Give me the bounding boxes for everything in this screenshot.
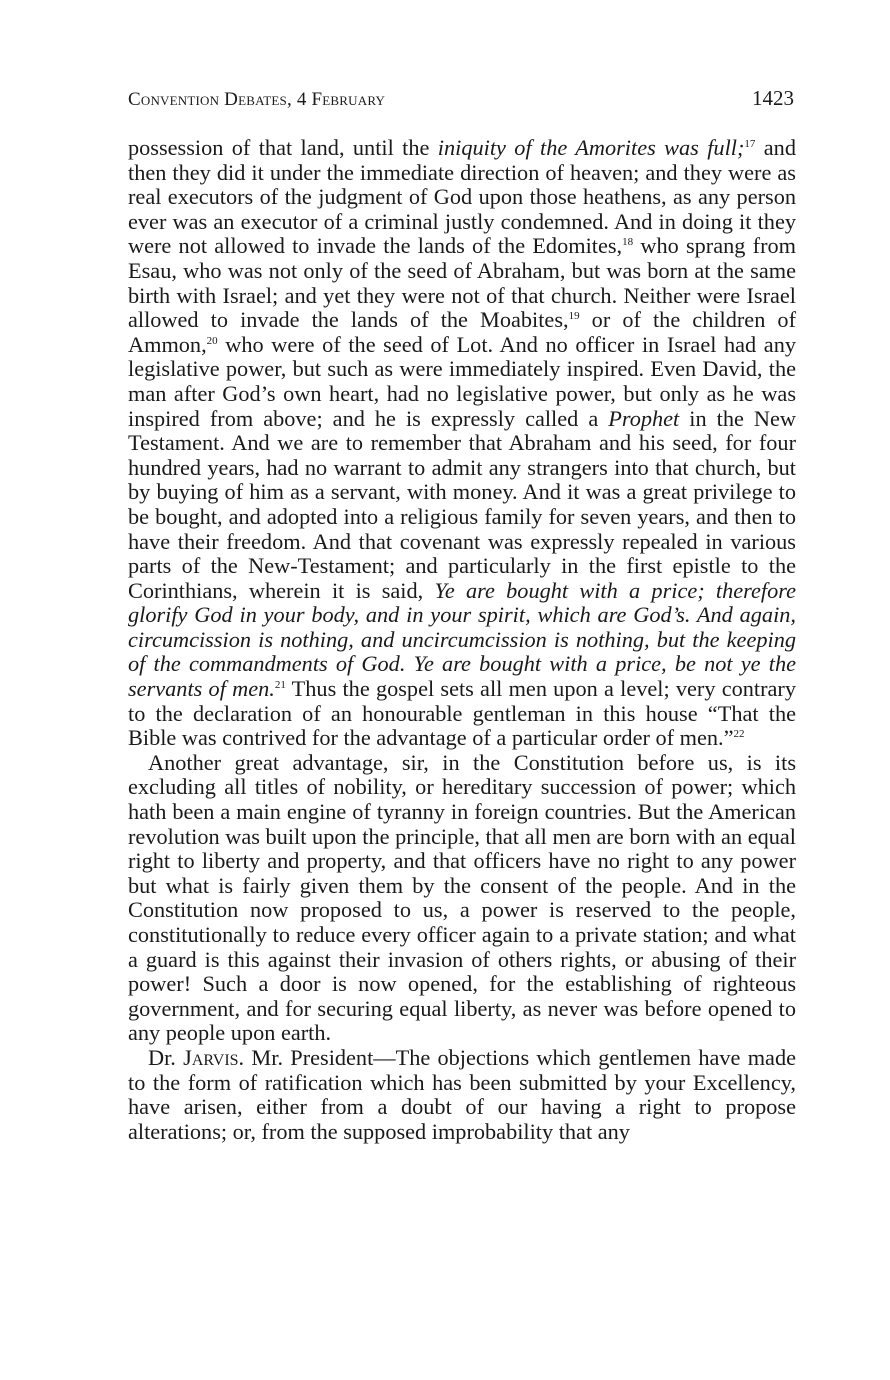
text-run: Dr. [148,1044,184,1070]
body-text [128,136,796,1144]
footnote-ref: 20 [206,334,218,347]
footnote-ref: 17 [744,138,756,150]
text-run: or of the children of Ammon, [128,307,796,357]
footnote-ref: 22 [733,728,745,741]
paragraph [128,751,796,1046]
page-number: 1423 [752,86,794,110]
running-head: Convention Debates, 4 February [128,89,386,110]
text-run: possession of that land, until the [128,135,438,160]
text-run: and then they did it under the immediate direction of heaven; and they were as real executors of the judgment of God upon those heathens, as any person ever was an executor of a criminal justly condemned. And in doing it they were not allowed to invade the lands of the Edomites, [128,135,796,259]
footnote-ref: 21 [274,679,286,692]
text-run: who were of the seed of Lot. And no officer in Israel had any legislative power, but such as were immediately inspired. Even David, the man after God’s own heart, had no legislative power, but only as he was inspired from above; and he is expressly called a [128,331,796,431]
footnote-ref: 19 [568,310,580,323]
page-header [128,86,794,111]
text-run: Thus the gospel sets all men upon a level; very contrary to the declaration of an honourable gentleman in this house “That the Bible was contrived for the advantage of a particular order of men.” [128,676,797,751]
text-run: Another great advantage, sir, in the Constitution before us, is its excluding all titles of nobility, or hereditary succession of power; which hath been a main engine of tyranny in foreign countries. But the American revolution was built upon the principle, that all men are born with an equal right to liberty and property, and that officers have no right to any power but what is fairly given them by the consent of the people. And in the Constitution now proposed to us, a power is reserved to the people, constitutionally to reduce every officer again to a private station; and what a guard is this against their invasion of others rights, or abusing of their power! Such a door is now opened, for the establishing of righteous government, and for securing equal liberty, as never was before opened to any people upon earth. [128,749,796,1046]
text-run: Mr. President—The objections which gentlemen have made to the form of ratification which has been submitted by your Excellency, have arisen, either from a doubt of our having a right to propose alterations; or, from the supposed improbability that any [128,1044,796,1144]
italic-text: Prophet [608,405,680,431]
text-run: who sprang from Esau, who was not only of the seed of Abraham, but was born at the same birth with Israel; and yet they were not of that church. Neither were Israel allowed to invade the lands of the Moabites, [128,233,796,333]
footnote-ref: 18 [622,236,634,249]
text-run: in the New Testament. And we are to remember that Abraham and his seed, for four hundred years, had no warrant to admit any strangers into that church, but by buying of him as a servant, with money. And it was a great privilege to be bought, and adopted into a religious family for seven years, and then to have their freedom. And that covenant was expressly repealed in various parts of the New-Testament; and particularly in the first epistle to the Corinthians, wherein it is said, [128,405,796,603]
italic-text: Ye are bought with a price; therefore glorify God in your body, and in your spirit, which are God’s. And again, circumcission is nothing, and uncircumcission is nothing, but the keeping of the commandments of God. Ye are bought with a price, be not ye the servants of men. [128,577,796,702]
paragraph [128,1046,796,1144]
paragraph [128,136,796,751]
italic-text: iniquity of the Amorites was full; [437,135,745,160]
speaker-name: Jarvis. [183,1044,245,1070]
